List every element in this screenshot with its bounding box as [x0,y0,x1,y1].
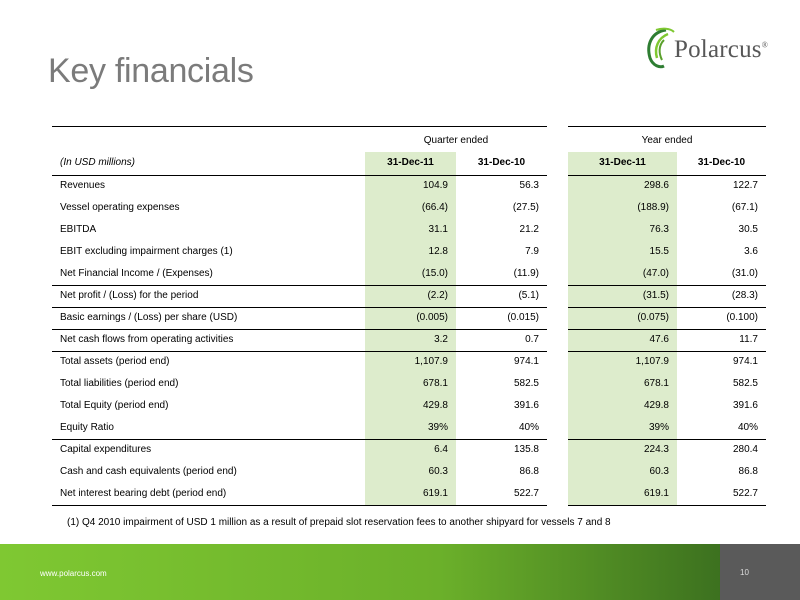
row-value: 39% [427,422,448,433]
row-value: 86.8 [738,466,758,477]
row-value: 60.3 [649,466,669,477]
group-header-year: Year ended [641,135,693,146]
footer-url: www.polarcus.com [40,569,107,578]
row-label: Revenues [60,180,106,191]
row-value: 678.1 [643,378,669,389]
row-value: (0.100) [726,312,758,323]
logo-text: Polarcus [674,36,762,63]
row-value: (47.0) [642,268,669,279]
footer-page-box [720,544,800,600]
row-value: 429.8 [643,400,669,411]
row-value: (67.1) [731,202,758,213]
row-label: EBIT excluding impairment charges (1) [60,246,233,257]
row-value: 678.1 [422,378,448,389]
row-label: Basic earnings / (Loss) per share (USD) [60,312,238,323]
row-value: 1,107.9 [635,356,669,367]
row-value: (27.5) [512,202,539,213]
row-value: 391.6 [732,400,758,411]
column-header: 31-Dec-11 [387,157,434,168]
row-value: 974.1 [513,356,539,367]
row-value: 40% [737,422,758,433]
column-header: 31-Dec-10 [477,157,526,168]
group-header-quarter: Quarter ended [423,135,489,146]
row-label: Net interest bearing debt (period end) [60,488,227,499]
row-label: Total liabilities (period end) [60,378,179,389]
row-value: (0.005) [416,312,448,323]
footer-bar [0,544,800,600]
row-value: 76.3 [649,224,669,235]
row-value: 582.5 [513,378,539,389]
row-value: 104.9 [422,180,448,191]
registered-mark: ® [761,40,768,50]
row-value: 619.1 [643,488,669,499]
row-value: (0.075) [637,312,669,323]
row-value: (66.4) [421,202,448,213]
row-value: 7.9 [525,246,539,257]
row-value: 522.7 [513,488,539,499]
row-label: Equity Ratio [60,422,114,433]
row-value: 3.6 [744,246,758,257]
row-value: (0.015) [507,312,539,323]
row-value: 3.2 [434,334,448,345]
row-value: 39% [648,422,669,433]
row-value: 135.8 [513,444,539,455]
row-value: 30.5 [738,224,758,235]
bottom-rule [568,505,766,506]
row-label: Vessel operating expenses [60,202,180,213]
column-header: 31-Dec-11 [599,157,646,168]
row-label: Net cash flows from operating activities [60,334,234,345]
financials-table [52,126,766,508]
row-value: 56.3 [519,180,539,191]
polarcus-logo [644,24,774,74]
row-value: 6.4 [434,444,448,455]
row-value: 224.3 [643,444,669,455]
row-value: 391.6 [513,400,539,411]
top-rule [568,126,766,127]
column-header: 31-Dec-10 [697,157,746,168]
row-label: EBITDA [60,224,97,235]
row-value: (31.5) [642,290,669,301]
row-label: Capital expenditures [60,444,152,455]
row-value: 619.1 [422,488,448,499]
row-label: Total assets (period end) [60,356,170,367]
row-value: 11.7 [739,334,758,345]
row-value: (11.9) [513,268,539,279]
row-value: 47.6 [649,334,669,345]
page-title: Key financials [48,52,254,90]
row-value: 12.8 [428,246,448,257]
bottom-rule [52,505,547,506]
top-rule [52,126,547,127]
row-value: 280.4 [732,444,758,455]
row-value: 0.7 [525,334,539,345]
row-value: 15.5 [649,246,669,257]
footnote: (1) Q4 2010 impairment of USD 1 million as a result of prepaid slot reservation fees to another shipyard for vessels 7 and 8 [67,517,611,528]
row-label: Net profit / (Loss) for the period [60,290,199,301]
row-value: 86.8 [519,466,539,477]
row-value: (188.9) [637,202,669,213]
row-value: 974.1 [732,356,758,367]
unit-label: (In USD millions) [60,157,136,168]
row-value: 122.7 [732,180,758,191]
row-value: 522.7 [732,488,758,499]
row-value: (15.0) [421,268,448,279]
row-value: (31.0) [731,268,758,279]
row-value: 21.2 [519,224,539,235]
row-value: 31.1 [428,224,448,235]
row-value: 298.6 [643,180,669,191]
row-value: 429.8 [422,400,448,411]
row-value: (5.1) [518,290,539,301]
row-value: (2.2) [427,290,448,301]
row-label: Total Equity (period end) [60,400,169,411]
row-value: 1,107.9 [414,356,448,367]
row-label: Cash and cash equivalents (period end) [60,466,237,477]
page-number: 10 [740,568,749,577]
row-value: (28.3) [731,290,758,301]
row-label: Net Financial Income / (Expenses) [60,268,213,279]
row-value: 60.3 [428,466,448,477]
row-value: 582.5 [732,378,758,389]
row-value: 40% [518,422,539,433]
